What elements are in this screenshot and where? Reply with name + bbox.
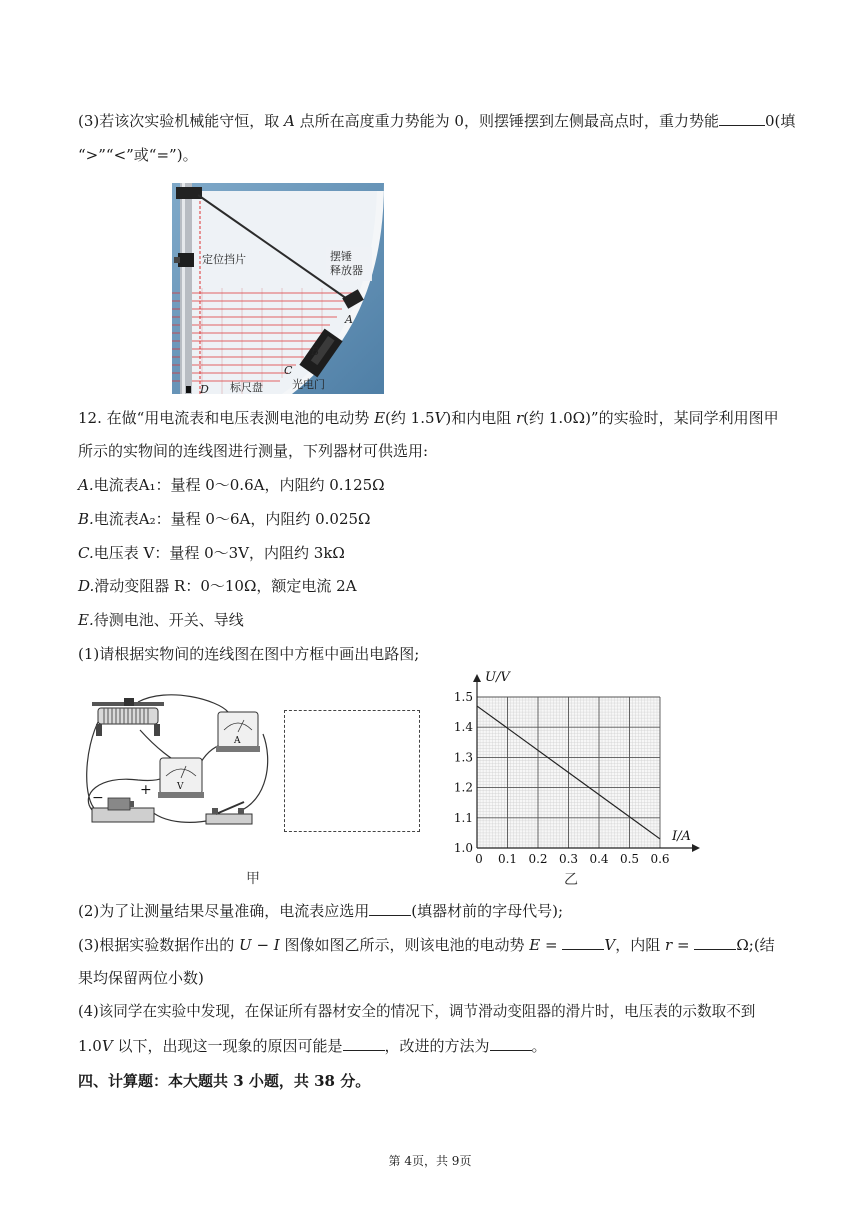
unit-v: V (604, 936, 616, 954)
section-heading: 四、计算题：本大题共 3 小题，共 38 分。 (78, 1072, 371, 1090)
text: (约 1.0Ω)”的实验时，某同学利用图甲 (523, 409, 779, 427)
item-text: 电压表 V：量程 0～3V，内阻约 3kΩ (93, 544, 345, 562)
item-letter: D. (78, 577, 95, 595)
text: 12. 在做“用电流表和电压表测电池的电动势 (78, 409, 370, 427)
u-i-chart (440, 666, 710, 891)
text: (约 1.5 (385, 409, 435, 427)
label-point-c: C (284, 364, 293, 377)
answer-blank[interactable] (490, 1036, 532, 1051)
q12-sub4-line2 (78, 1035, 798, 1057)
y-axis-arrow (473, 674, 481, 682)
x-tick-label: 0.1 (497, 852, 518, 866)
pendulum-apparatus-figure (172, 183, 384, 394)
label-point-d: D (200, 383, 209, 394)
item-text: 待测电池、开关、导线 (93, 611, 244, 629)
text: 。 (531, 1037, 547, 1055)
text: = (676, 936, 690, 954)
y-tick-label: 1.1 (453, 810, 473, 825)
answer-blank[interactable] (694, 935, 736, 950)
label-point-a: A (345, 313, 353, 326)
var-e: E (529, 936, 541, 954)
answer-blank[interactable] (369, 901, 411, 916)
circuit-drawing-box[interactable] (284, 710, 420, 832)
var-r: r (516, 409, 524, 427)
equipment-item-e (78, 609, 798, 631)
text: 1.0 (78, 1037, 102, 1055)
q11-3-line2: “>”“<”或“=”)。 (78, 146, 198, 164)
u-i-symbol: U − I (239, 936, 280, 954)
item-text: 滑动变阻器 R：0～10Ω，额定电流 2A (94, 577, 357, 595)
text: )和内电阻 (445, 409, 512, 427)
x-tick-label: 0.5 (619, 852, 640, 866)
y-tick-label: 1.3 (453, 750, 473, 765)
text: ，改进的方法为 (384, 1037, 490, 1055)
item-text: 电流表A₂：量程 0～6A，内阻约 0.025Ω (93, 510, 371, 528)
q12-sub3-line2: 果均保留两位小数) (78, 969, 204, 987)
text: Ω;(结 (736, 936, 775, 954)
label-baffle: 定位挡片 (202, 253, 246, 266)
y-tick-label: 1.0 (453, 841, 473, 855)
battery-minus-label: − (92, 790, 104, 806)
label-scale-disc: 标尺盘 (230, 381, 263, 394)
equipment-item-c (78, 542, 798, 564)
q12-intro-line1 (78, 407, 798, 429)
text: 以下，出现这一现象的原因可能是 (117, 1037, 343, 1055)
equipment-item-d (78, 575, 798, 597)
label-photogate: 光电门 (292, 378, 325, 391)
item-letter: C. (78, 544, 94, 562)
x-tick-label: 0.3 (558, 852, 579, 866)
page-footer: 第 4页，共 9页 (388, 1154, 472, 1168)
x-axis-label: I/A (672, 829, 691, 844)
item-letter: B. (78, 510, 94, 528)
q12-sub1: (1)请根据实物间的连线图在图中方框中画出电路图; (78, 645, 420, 663)
label-point-b: B (311, 345, 320, 358)
y-tick-label: 1.2 (453, 780, 473, 795)
item-letter: A. (78, 476, 94, 494)
voltmeter-label: V (177, 782, 184, 792)
x-tick-label: 0.6 (650, 852, 670, 866)
text: (填器材前的字母代号); (411, 902, 564, 920)
text: (2)为了让测量结果尽量准确，电流表应选用 (78, 902, 370, 920)
q12-sub2 (78, 900, 798, 922)
answer-blank[interactable] (343, 1036, 385, 1051)
item-letter: E. (78, 611, 94, 629)
ammeter-label: A (234, 736, 241, 746)
circuit-wiring-figure (78, 690, 273, 890)
answer-blank[interactable] (562, 935, 604, 950)
item-text: 电流表A₁：量程 0～0.6A，内阻约 0.125Ω (93, 476, 385, 494)
y-tick-label: 1.4 (453, 720, 473, 735)
y-tick-label: 1.5 (453, 690, 473, 704)
x-tick-label: 0.2 (528, 852, 548, 866)
label-release-2: 释放器 (330, 264, 363, 277)
q12-sub4-line1: (4)该同学在实验中发现，在保证所有器材安全的情况下，调节滑动变阻器的滑片时，电压表的示数取不到 (78, 1003, 756, 1020)
equipment-item-a (78, 474, 798, 496)
text: = (545, 936, 558, 954)
text: (3)若该次实验机械能守恒，取 (78, 112, 280, 130)
text: 0(填 (764, 112, 796, 130)
q12-sub3-line1 (78, 934, 798, 956)
figure-caption-jia: 甲 (246, 871, 260, 887)
var-a: A (284, 112, 295, 130)
text: ，内阻 (615, 936, 661, 954)
var-r: r (665, 936, 673, 954)
label-release-1: 摆锤 (330, 250, 352, 263)
var-e: E (374, 409, 386, 427)
text: (3)根据实验数据作出的 (78, 936, 235, 954)
unit-v: V (434, 409, 446, 427)
q11-3-line1 (78, 110, 798, 132)
q12-intro-line2: 所示的实物间的连线图进行测量，下列器材可供选用: (78, 442, 429, 460)
x-axis-arrow (692, 844, 700, 852)
unit-v: V (101, 1037, 113, 1055)
equipment-item-b (78, 508, 798, 530)
x-tick-label: 0.4 (589, 852, 609, 866)
x-tick-label: 0 (475, 852, 483, 866)
battery-plus-label: + (140, 782, 152, 798)
answer-blank[interactable] (719, 111, 765, 126)
text: 点所在高度重力势能为 0，则摆锤摆到左侧最高点时，重力势能 (299, 112, 719, 130)
y-axis-label: U/V (485, 670, 510, 685)
figure-caption-yi: 乙 (564, 872, 578, 888)
text: 图像如图乙所示，则该电池的电动势 (284, 936, 525, 954)
